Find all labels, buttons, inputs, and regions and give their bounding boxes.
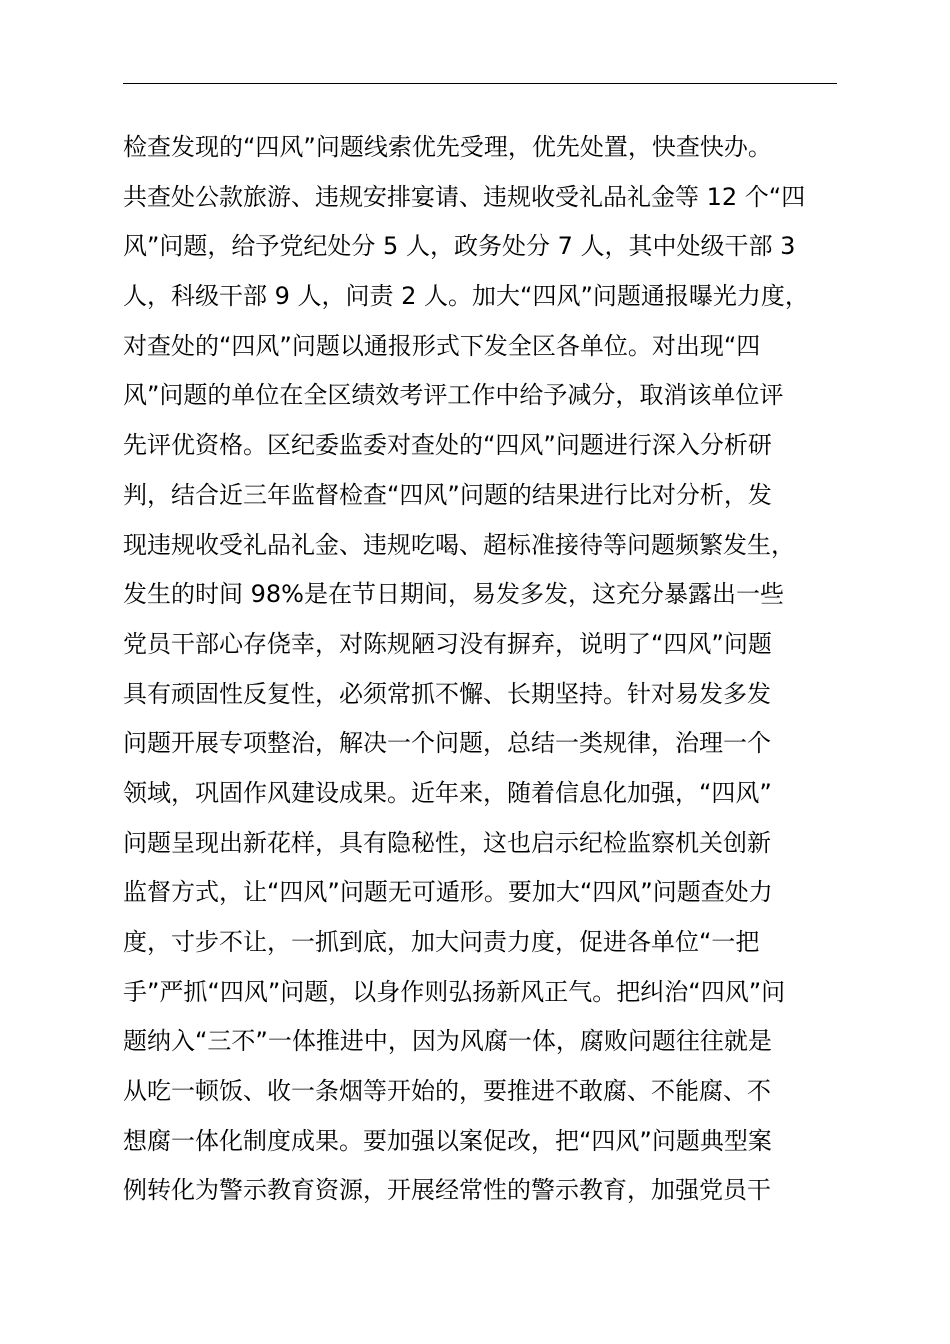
text-line: 先评优资格。区纪委监委对查处的“四风”问题进行深入分析研 <box>123 431 772 460</box>
text-line: 风”问题的单位在全区绩效考评工作中给予减分，取消该单位评 <box>123 381 784 410</box>
text-line: 问题开展专项整治，解决一个问题，总结一类规律，治理一个 <box>123 729 771 758</box>
text-line: 判，结合近三年监督检查“四风”问题的结果进行比对分析，发 <box>123 480 772 509</box>
text-line: 问题呈现出新花样，具有隐秘性，这也启示纪检监察机关创新 <box>123 828 771 857</box>
text-line: 监督方式，让“四风”问题无可遁形。要加大“四风”问题查处力 <box>123 878 773 907</box>
text-line: 具有顽固性反复性，必须常抓不懈、长期坚持。针对易发多发 <box>123 679 771 708</box>
text-line: 领域，巩固作风建设成果。近年来，随着信息化加强，“四风” <box>123 778 772 807</box>
text-line: 发生的时间 98%是在节日期间，易发多发，这充分暴露出一些 <box>123 580 784 609</box>
text-line: 共查处公款旅游、违规安排宴请、违规收受礼品礼金等 12 个“四 <box>123 182 806 211</box>
text-line: 从吃一顿饭、收一条烟等开始的，要推进不敢腐、不能腐、不 <box>123 1077 771 1106</box>
text-line: 例转化为警示教育资源，开展经常性的警示教育，加强党员干 <box>123 1176 771 1205</box>
text-line: 人，科级干部 9 人，问责 2 人。加大“四风”问题通报曝光力度， <box>123 282 809 311</box>
text-line: 度，寸步不让，一抓到底，加大问责力度，促进各单位“一把 <box>123 928 760 956</box>
text-line: 检查发现的“四风”问题线索优先受理，优先处置，快查快办。 <box>123 133 772 161</box>
text-line: 现违规收受礼品礼金、违规吃喝、超标准接待等问题频繁发生， <box>123 530 795 559</box>
text-line: 党员干部心存侥幸，对陈规陋习没有摒弃，说明了“四风”问题 <box>123 629 772 658</box>
text-line: 风”问题，给予党纪处分 5 人，政务处分 7 人，其中处级干部 3 <box>123 232 796 261</box>
header-rule <box>123 83 837 84</box>
text-line: 对查处的“四风”问题以通报形式下发全区各单位。对出现“四 <box>123 331 761 360</box>
text-line: 题纳入“三不”一体推进中，因为风腐一体，腐败问题往往就是 <box>123 1027 772 1056</box>
text-line: 手”严抓“四风”问题，以身作则弘扬新风正气。把纠治“四风”问 <box>123 977 786 1006</box>
body-text <box>123 123 853 1216</box>
text-line: 想腐一体化制度成果。要加强以案促改，把“四风”问题典型案 <box>123 1126 772 1155</box>
